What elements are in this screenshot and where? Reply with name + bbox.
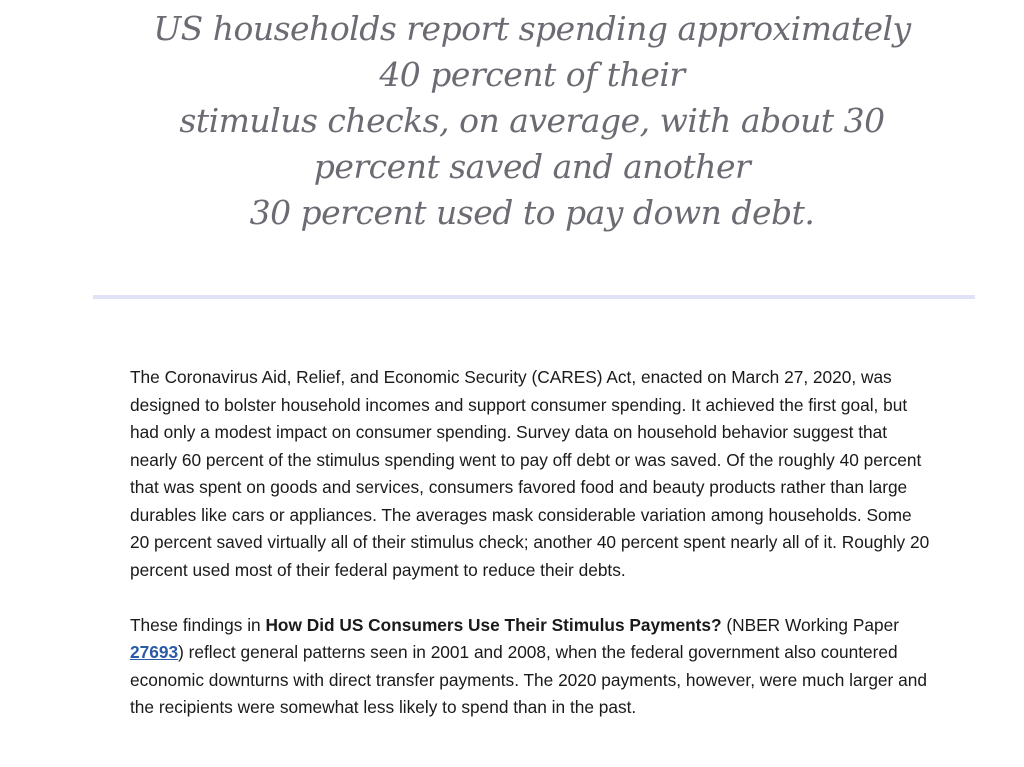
article-body — [130, 364, 930, 749]
pull-quote-line: stimulus checks, on average, with about 30 — [179, 101, 885, 140]
series-prefix-text: (NBER Working Paper — [721, 614, 899, 635]
article-paragraph — [130, 612, 930, 722]
pull-quote-line: 30 percent used to pay down debt. — [249, 193, 815, 232]
pull-quote-line: 40 percent of their — [379, 55, 685, 94]
paper-title: How Did US Consumers Use Their Stimulus Payments? — [265, 614, 722, 635]
pull-quote-line: US households report spending approximately — [153, 9, 911, 48]
section-divider — [93, 295, 975, 299]
article-paragraph: The Coronavirus Aid, Relief, and Economic Security (CARES) Act, enacted on March 27, 2020, was designed to bolster household incomes and support consumer spending. It achieved the first goal, but had only a modest impact on consumer spending. Survey data on household behavior suggest that nearly 60 percent of the stimulus spending went to pay off debt or was saved. Of the roughly 40 percent that was spent on goods and services, consumers favored food and beauty products rather than large durables like cars or appliances. The averages mask considerable variation among households. Some 20 percent saved virtually all of their stimulus check; another 40 percent spent nearly all of it. Roughly 20 percent used most of their federal payment to reduce their debts. — [130, 367, 930, 580]
pull-quote — [150, 6, 914, 236]
paragraph-rest-text: ) reflect general patterns seen in 2001 and 2008, when the federal government also countered economic downturns with direct transfer payments. The 2020 payments, however, were much larger and the recipients were somewhat less likely to spend than in the past. — [130, 642, 927, 717]
paper-number-link[interactable]: 27693 — [130, 642, 179, 662]
paragraph-intro-text: These findings in — [130, 614, 266, 635]
pull-quote-line: percent saved and another — [313, 147, 751, 186]
